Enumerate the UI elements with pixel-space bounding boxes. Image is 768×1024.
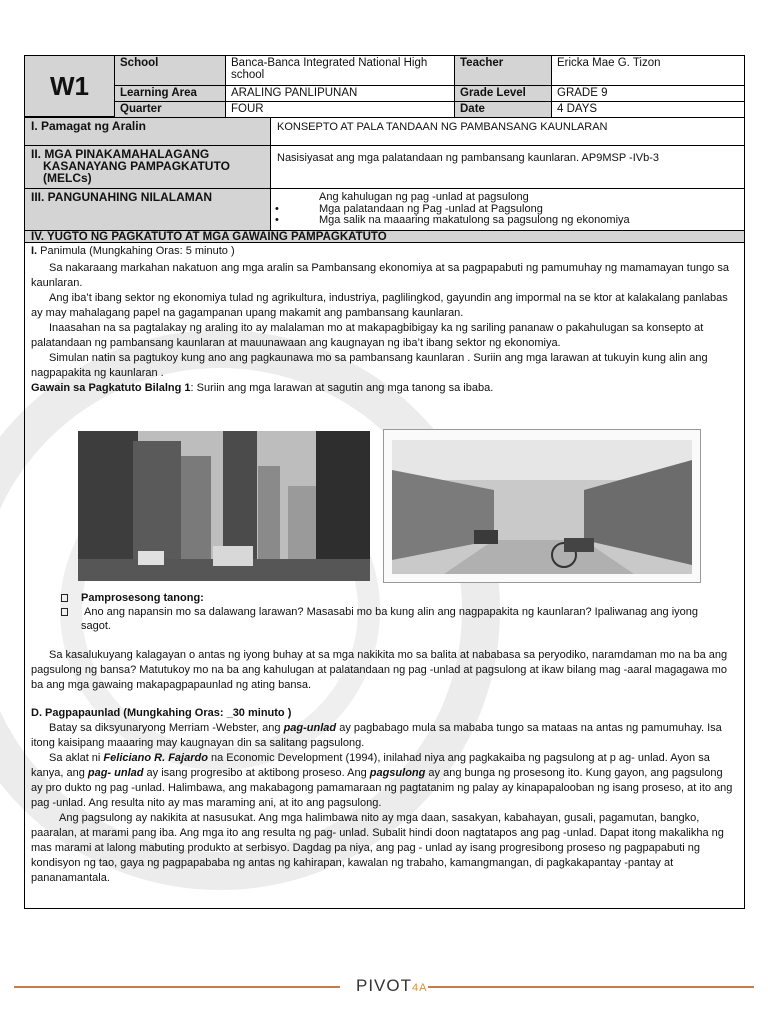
nilalaman-list <box>271 192 740 227</box>
teacher-label: Teacher <box>455 56 552 86</box>
date-label: Date <box>455 102 552 117</box>
section-pamagat-value: KONSEPTO AT PALA TANDAAN NG PAMBANSANG KAUNLARAN <box>277 121 608 133</box>
pivot-logo: PIVOT4A <box>356 976 428 995</box>
section-nilalaman <box>25 189 744 231</box>
section-pamagat-label: I. Pamagat ng Aralin <box>25 118 271 145</box>
lesson-plan-document <box>24 55 745 909</box>
area-label: Learning Area <box>115 86 226 102</box>
week-label: W1 <box>25 56 115 117</box>
panimula-heading: I. Panimula (Mungkahing Oras: 5 minuto ) <box>31 245 235 257</box>
area-value: ARALING PANLIPUNAN <box>226 86 455 102</box>
checkbox-icon <box>61 608 68 616</box>
paragraph: Sa nakaraang markahan nakatuon ang mga aralin sa Pambansang ekonomiya at sa pagpapabuti ng pamumuhay ng mamamayan tungo sa kaunlaran. <box>31 262 729 289</box>
paragraph: Batay sa diksyunaryong Merriam -Webster, ang pag-unlad ay pagbabago mula sa mababa tungo sa mataas na antas ng pamumuhay. Isa itong kaisipang maaaring may kaugnayan din sa salitang pagsulong. <box>31 722 722 749</box>
question-item: Ano ang napansin mo sa dalawang larawan? Masasabi mo ba kung alin ang nagpapakita ng kaunlaran? Ipaliwanag ang iyong sagot. <box>55 605 715 633</box>
checkbox-icon <box>61 594 68 602</box>
nilalaman-item: Ang kahulugan ng pag -unlad at pagsulong <box>319 191 529 203</box>
melcs-label-line3: (MELCs) <box>43 171 92 185</box>
section-melcs <box>25 146 744 189</box>
paragraph: Sa kasalukuyang kalagayan o antas ng iyong buhay at sa mga nakikita mo sa balita at nababasa sa peryodiko, naramdaman mo na ba ang pagsulong ng bansa? Matutukoy mo na ba ang kahulugan at palatandaan ng pag -unlad at pagsulong at ikaw bilang mag -aaral magagawa mo ba ang mga gawaing makapagpapaunlad ng ating bansa. <box>31 649 728 691</box>
teacher-value: Ericka Mae G. Tizon <box>552 56 744 86</box>
gawain-heading: Gawain sa Pagkatuto Bilalng 1: Suriin ang mga larawan at sagutin ang mga tanong sa ibaba. <box>31 382 494 394</box>
modern-city-photo <box>78 431 370 581</box>
paragraph: Ang iba’t ibang sektor ng ekonomiya tulad ng agrikultura, industriya, paglilingkod, gayundin ang impormal na se ktor at kalakalang panlabas ay may mahalagang papel na gagampanan upang makamit ang pambansang kaunlaran. <box>31 292 728 319</box>
bullet-icon: • <box>275 214 279 226</box>
old-town-photo <box>383 429 701 583</box>
footer-divider-right <box>428 986 754 988</box>
pagpapaunlad-block <box>31 648 737 886</box>
panimula-block <box>31 244 737 396</box>
paragraph: Simulan natin sa pagtukoy kung ano ang pagkaunawa mo sa pambansang kaunlaran . Suriin ang mga larawan at tukuyin kung alin ang nagpapakita ng kaunlaran . <box>31 352 708 379</box>
footer-divider-left <box>14 986 340 988</box>
school-value: Banca-Banca Integrated National High school <box>226 56 455 86</box>
grade-label: Grade Level <box>455 86 552 102</box>
question-title-row: Pamprosesong tanong: <box>55 591 715 605</box>
paragraph: Inaasahan na sa pagtalakay ng araling ito ay malalaman mo at makapagbibigay ka ng sariling pananaw o pakahulugan sa konsepto at palatandaan ng pambansang kaunlaran at mauunawaan ang kaugnayan ng iba’t ibang sektor ng ekonomiya. <box>31 322 704 349</box>
header-table <box>25 56 744 118</box>
section-melcs-value: Nasisiyasat ang mga palatandaan ng pambansang kaunlaran. AP9MSP -IVb-3 <box>277 152 659 164</box>
section-melcs-label <box>25 146 271 188</box>
nilalaman-item: • Mga palatandaan ng Pag -unlad at Pagsulong <box>275 202 543 215</box>
pamprosesong-tanong <box>55 591 715 633</box>
melcs-label-line2: KASANAYANG PAMPAGKATUTO <box>43 159 230 173</box>
school-label: School <box>115 56 226 86</box>
section-pamagat <box>25 118 744 146</box>
d-heading: D. Pagpapaunlad (Mungkahing Oras: _30 minuto ) <box>31 707 292 719</box>
grade-value: GRADE 9 <box>552 86 744 102</box>
old-town-illustration <box>384 430 700 582</box>
nilalaman-item: • Mga salik na maaaring makatulong sa pagsulong ng ekonomiya <box>275 214 630 226</box>
quarter-label: Quarter <box>115 102 226 117</box>
paragraph: Ang pagsulong ay nakikita at nasusukat. Ang mga halimbawa nito ay mga daan, sasakyan, kabahayan, gusali, pagamutan, bangko, paaralan, at marami pang iba. Ang mga ito ang resulta ng pag- unlad. Subalit hindi doon nagtatapos ang pag -unlad. Dapat itong makalikha ng mas marami at lalong mabuting produkto at serbisyo. Dagdag pa niya, ang pag - unlad ay isang progresibong proseso ng pagpapabuti ng kondisyon ng tao, gaya ng pagpapababa ng antas ng kahirapan, kawalan ng trabaho, kamangmangan, di pagkakapantay -pantay at pananamantala. <box>31 812 724 884</box>
city-illustration <box>78 431 370 581</box>
melcs-label-line1: II. MGA PINAKAMAHALAGANG <box>31 147 210 161</box>
section-yugto-header: IV. YUGTO NG PAGKATUTO AT MGA GAWAING PAMPAGKATUTO <box>25 231 744 243</box>
paragraph: Sa aklat ni Feliciano R. Fajardo na Economic Development (1994), inilahad niya ang pagkakaiba ng pagsulong at p ag- unlad. Ayon sa kanya, ang pag- unlad ay isang progresibo at aktibong proseso. Ang pagsulong ay ang bunga ng prosesong ito. Kung gayon, ang pagsulong ay pro dukto ng pag -unlad. Halimbawa, ang makabagong pamamaraan ng pagtatanim ng palay ay kinapapalooban ng isang proseso, at ito ang pag -unlad. Ang resulta nito ay mas maraming ani, at ito ang pagsulong. <box>31 752 733 809</box>
bullet-icon: • <box>275 202 279 215</box>
section-nilalaman-label: III. PANGUNAHING NILALAMAN <box>25 189 271 230</box>
quarter-value: FOUR <box>226 102 455 117</box>
date-value: 4 DAYS <box>557 103 598 115</box>
